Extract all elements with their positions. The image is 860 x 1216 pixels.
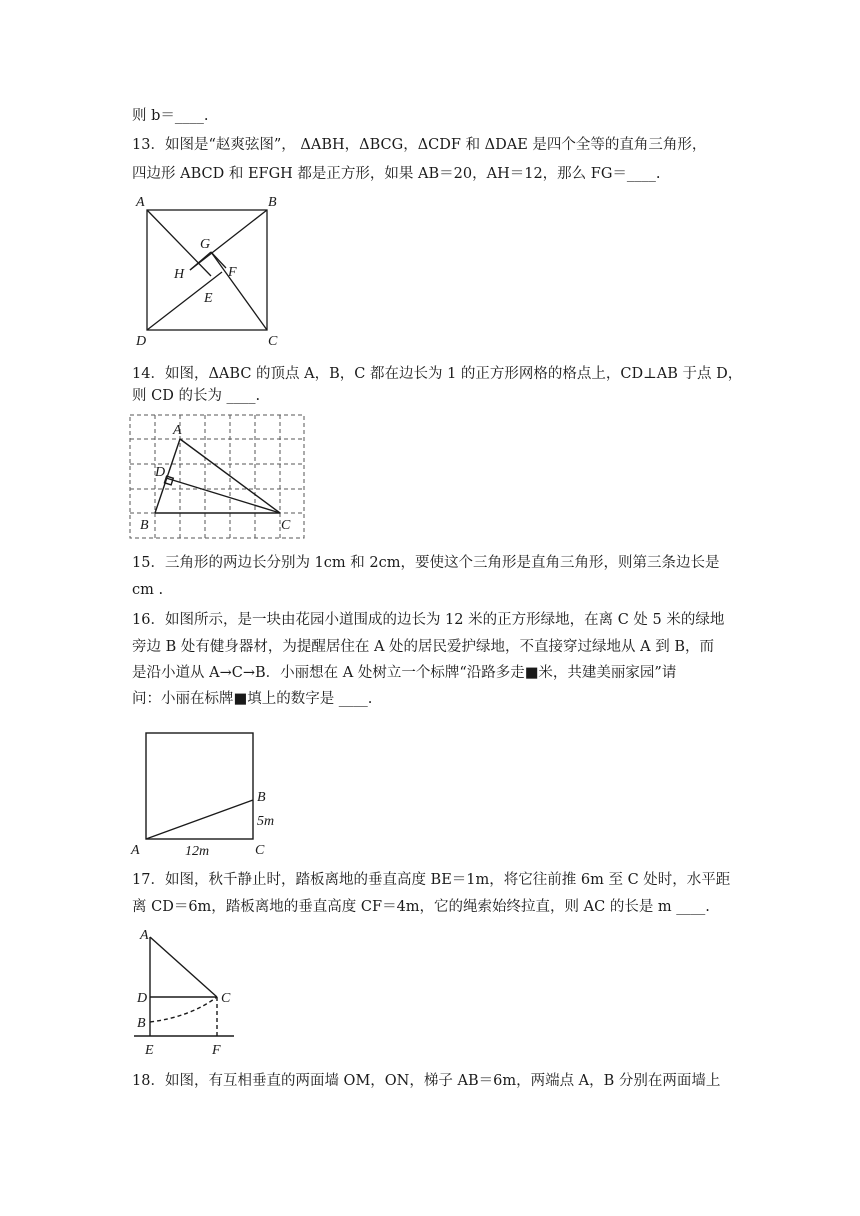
q18-line-1: 18．如图，有互相垂直的两面墙 OM，ON，梯子 AB＝6m，两端点 A，B 分别在两面墙上 [132,1073,721,1089]
fig13-label-b: B [268,195,277,210]
fig14-label-d: D [155,465,166,480]
fig17-label-a: A [140,928,149,943]
fig16-label-c: C [255,843,265,858]
q16-line-3: 是沿小道从 A→C→B．小丽想在 A 处树立一个标牌“沿路多走■米，共建美丽家园”请 [132,665,677,681]
figure-17-swing [128,925,240,1059]
q17-line-1: 17．如图，秋千静止时，踏板离地的垂直高度 BE＝1m，将它往前推 6m 至 C 处时，水平距 [132,872,731,888]
fig13-label-e: E [204,291,213,306]
figure-13-zhao-shuang-diagram [130,190,290,348]
fig17-label-e: E [145,1043,154,1058]
q13-line-1: 13．如图是“赵爽弦图”， ΔABH，ΔBCG，ΔCDF 和 ΔDAE 是四个全等的直角三角形， [132,137,707,153]
rope-ac [150,937,217,997]
q13-line-2: 四边形 ABCD 和 EFGH 都是正方形，如果 AB＝20，AH＝12，那么 FG＝____. [132,166,661,182]
fig16-label-b: B [257,790,266,805]
q15-line-2: cm . [132,582,164,598]
q12-tail: 则 b＝____. [132,108,209,124]
fig14-label-c: C [281,518,291,533]
fig17-label-c: C [221,991,231,1006]
q14-line-1: 14．如图，ΔABC 的顶点 A，B，C 都在边长为 1 的正方形网格的格点上，CD⊥AB 于点 D， [132,366,743,382]
q16-line-1: 16．如图所示，是一块由花园小道围成的边长为 12 米的正方形绿地，在离 C 处 5 米的绿地 [132,612,725,628]
fig17-label-d: D [137,991,148,1006]
fig13-label-a: A [136,195,145,210]
fig14-label-b: B [140,518,149,533]
q17-line-2: 离 CD＝6m，踏板离地的垂直高度 CF＝4m，它的绳索始终拉直，则 AC 的长是 m ____. [132,899,710,915]
fig16-label-a: A [131,843,140,858]
fig13-label-c: C [268,334,278,348]
figure-14-grid-triangle [128,412,308,542]
figure-16-square-lawn [128,728,288,860]
fig13-label-g: G [200,237,211,252]
fig16-label-bc: 5m [257,814,275,829]
swing-arc [150,997,217,1022]
q16-line-2: 旁边 B 处有健身器材，为提醒居住在 A 处的居民爱护绿地，不直接穿过绿地从 A 到 B，而 [132,639,715,655]
triangle-abc [155,439,280,513]
fig14-label-a: A [173,423,182,438]
q16-line-4: 问：小丽在标牌■填上的数字是 ____. [132,691,373,707]
q15-line-1: 15．三角形的两边长分别为 1cm 和 2cm，要使这个三角形是直角三角形，则第三条边长是 [132,555,720,571]
fig13-label-d: D [136,334,147,348]
fig13-label-f: F [228,265,237,280]
fig17-label-f: F [212,1043,221,1058]
q14-line-2: 则 CD 的长为 ____. [132,388,261,404]
fig16-label-side: 12m [185,844,210,859]
segment-ab [146,800,253,839]
square-lawn [146,733,253,839]
fig17-label-b: B [137,1016,146,1031]
fig13-label-h: H [174,267,185,282]
